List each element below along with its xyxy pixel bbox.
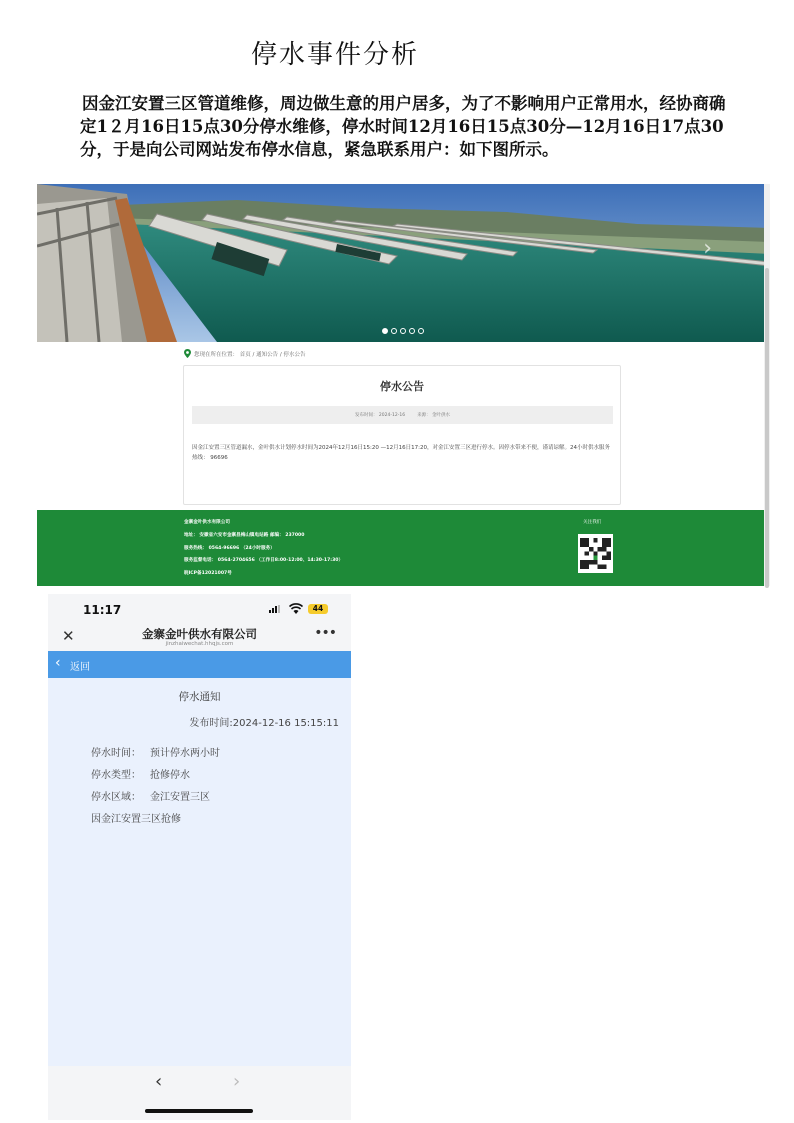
website-scrollbar[interactable] — [764, 184, 770, 586]
mobile-publish-time: 发布时间:2024-12-16 15:15:11 — [189, 718, 339, 729]
footer-company: 金寨金叶供水有限公司 — [184, 520, 230, 525]
footer-hotline: 服务热线： 0564-96696 （24小时服务） — [184, 545, 275, 551]
notice-body: 因金江安置三区管道漏水，金叶供水计划停水时间为2024年12月16日15:20 —12月16日17:20，对金江安置三区进行停水。因停水带来不便，谨请谅解。24小时供水服务热线： 96696 — [192, 445, 610, 461]
close-icon[interactable]: ✕ — [62, 627, 75, 645]
follow-us-label: 关注我们 — [583, 520, 602, 525]
notice-publish-time: 发布时间： 2024-12-16 — [354, 413, 406, 418]
banner-photo — [37, 184, 770, 342]
detail-reason: 因金江安置三区抢修 — [91, 814, 181, 825]
mobile-notice-title: 停水通知 — [178, 691, 221, 703]
prev-chevron-icon[interactable]: ‹ — [155, 1071, 163, 1092]
carousel-dot[interactable] — [409, 328, 415, 334]
document-title: 停水事件分析 — [250, 40, 419, 70]
back-chevron-icon[interactable]: ‹ — [55, 655, 61, 671]
next-chevron-icon[interactable]: › — [233, 1071, 241, 1092]
notice-title: 停水公告 — [380, 380, 424, 393]
bottom-toolbar — [48, 1066, 351, 1120]
battery-icon: 44 — [308, 604, 328, 614]
carousel-dots[interactable] — [382, 328, 424, 334]
back-bar[interactable] — [48, 651, 351, 678]
carousel-dot[interactable] — [382, 328, 388, 334]
back-button[interactable]: 返回 — [70, 662, 90, 673]
footer-phone: 服务监督电话： 0564-2704656 （工作日8:00-12:00、14:30-17:30） — [184, 558, 344, 564]
wechat-navbar — [48, 624, 351, 651]
qr-code-icon — [578, 534, 613, 573]
nav-domain: jinzhaiwechat.hhqjs.com — [165, 641, 234, 647]
detail-row: 停水区域： 金江安置三区 — [91, 792, 210, 803]
carousel-dot[interactable] — [400, 328, 406, 334]
website-screenshot — [37, 184, 770, 586]
status-time: 11:17 — [83, 603, 122, 617]
detail-row: 停水类型： 抢修停水 — [91, 770, 190, 781]
home-indicator[interactable] — [145, 1109, 253, 1113]
breadcrumb-text[interactable]: 您现在所在位置： 首页 / 通知公告 / 停水公告 — [194, 351, 306, 358]
more-icon[interactable]: ••• — [314, 625, 336, 641]
notice-source: 来源： 金叶供水 — [417, 413, 451, 418]
footer-icp[interactable]: 皖ICP备12021007号 — [184, 571, 232, 577]
carousel-dot[interactable] — [418, 328, 424, 334]
nav-title: 金寨金叶供水有限公司 — [142, 627, 257, 641]
chevron-right-icon[interactable]: › — [703, 236, 712, 261]
footer-address: 地址： 安徽省六安市金寨县梅山镇电站路 邮编： 237000 — [184, 532, 305, 538]
signal-icon — [269, 605, 280, 613]
detail-row: 停水时间： 预计停水两小时 — [91, 748, 220, 759]
breadcrumb — [184, 349, 305, 358]
notice-card — [183, 365, 621, 505]
wifi-icon — [289, 603, 303, 614]
site-footer — [37, 510, 770, 586]
location-pin-icon — [184, 349, 191, 358]
document-intro: 因金江安置三区管道维修，周边做生意的用户居多，为了不影响用户正常用水，经协商确定1２月16日15点30分停水维修，停水时间12月16日15点30分—12月16日17点30分，于是向公司网站发布停水信息，紧急联系用户：如下图所示。 — [80, 94, 726, 159]
carousel-dot[interactable] — [391, 328, 397, 334]
notice-meta — [192, 406, 613, 424]
phone-screenshot — [48, 594, 351, 1120]
status-bar — [48, 594, 351, 624]
mobile-notice-details — [91, 743, 220, 831]
